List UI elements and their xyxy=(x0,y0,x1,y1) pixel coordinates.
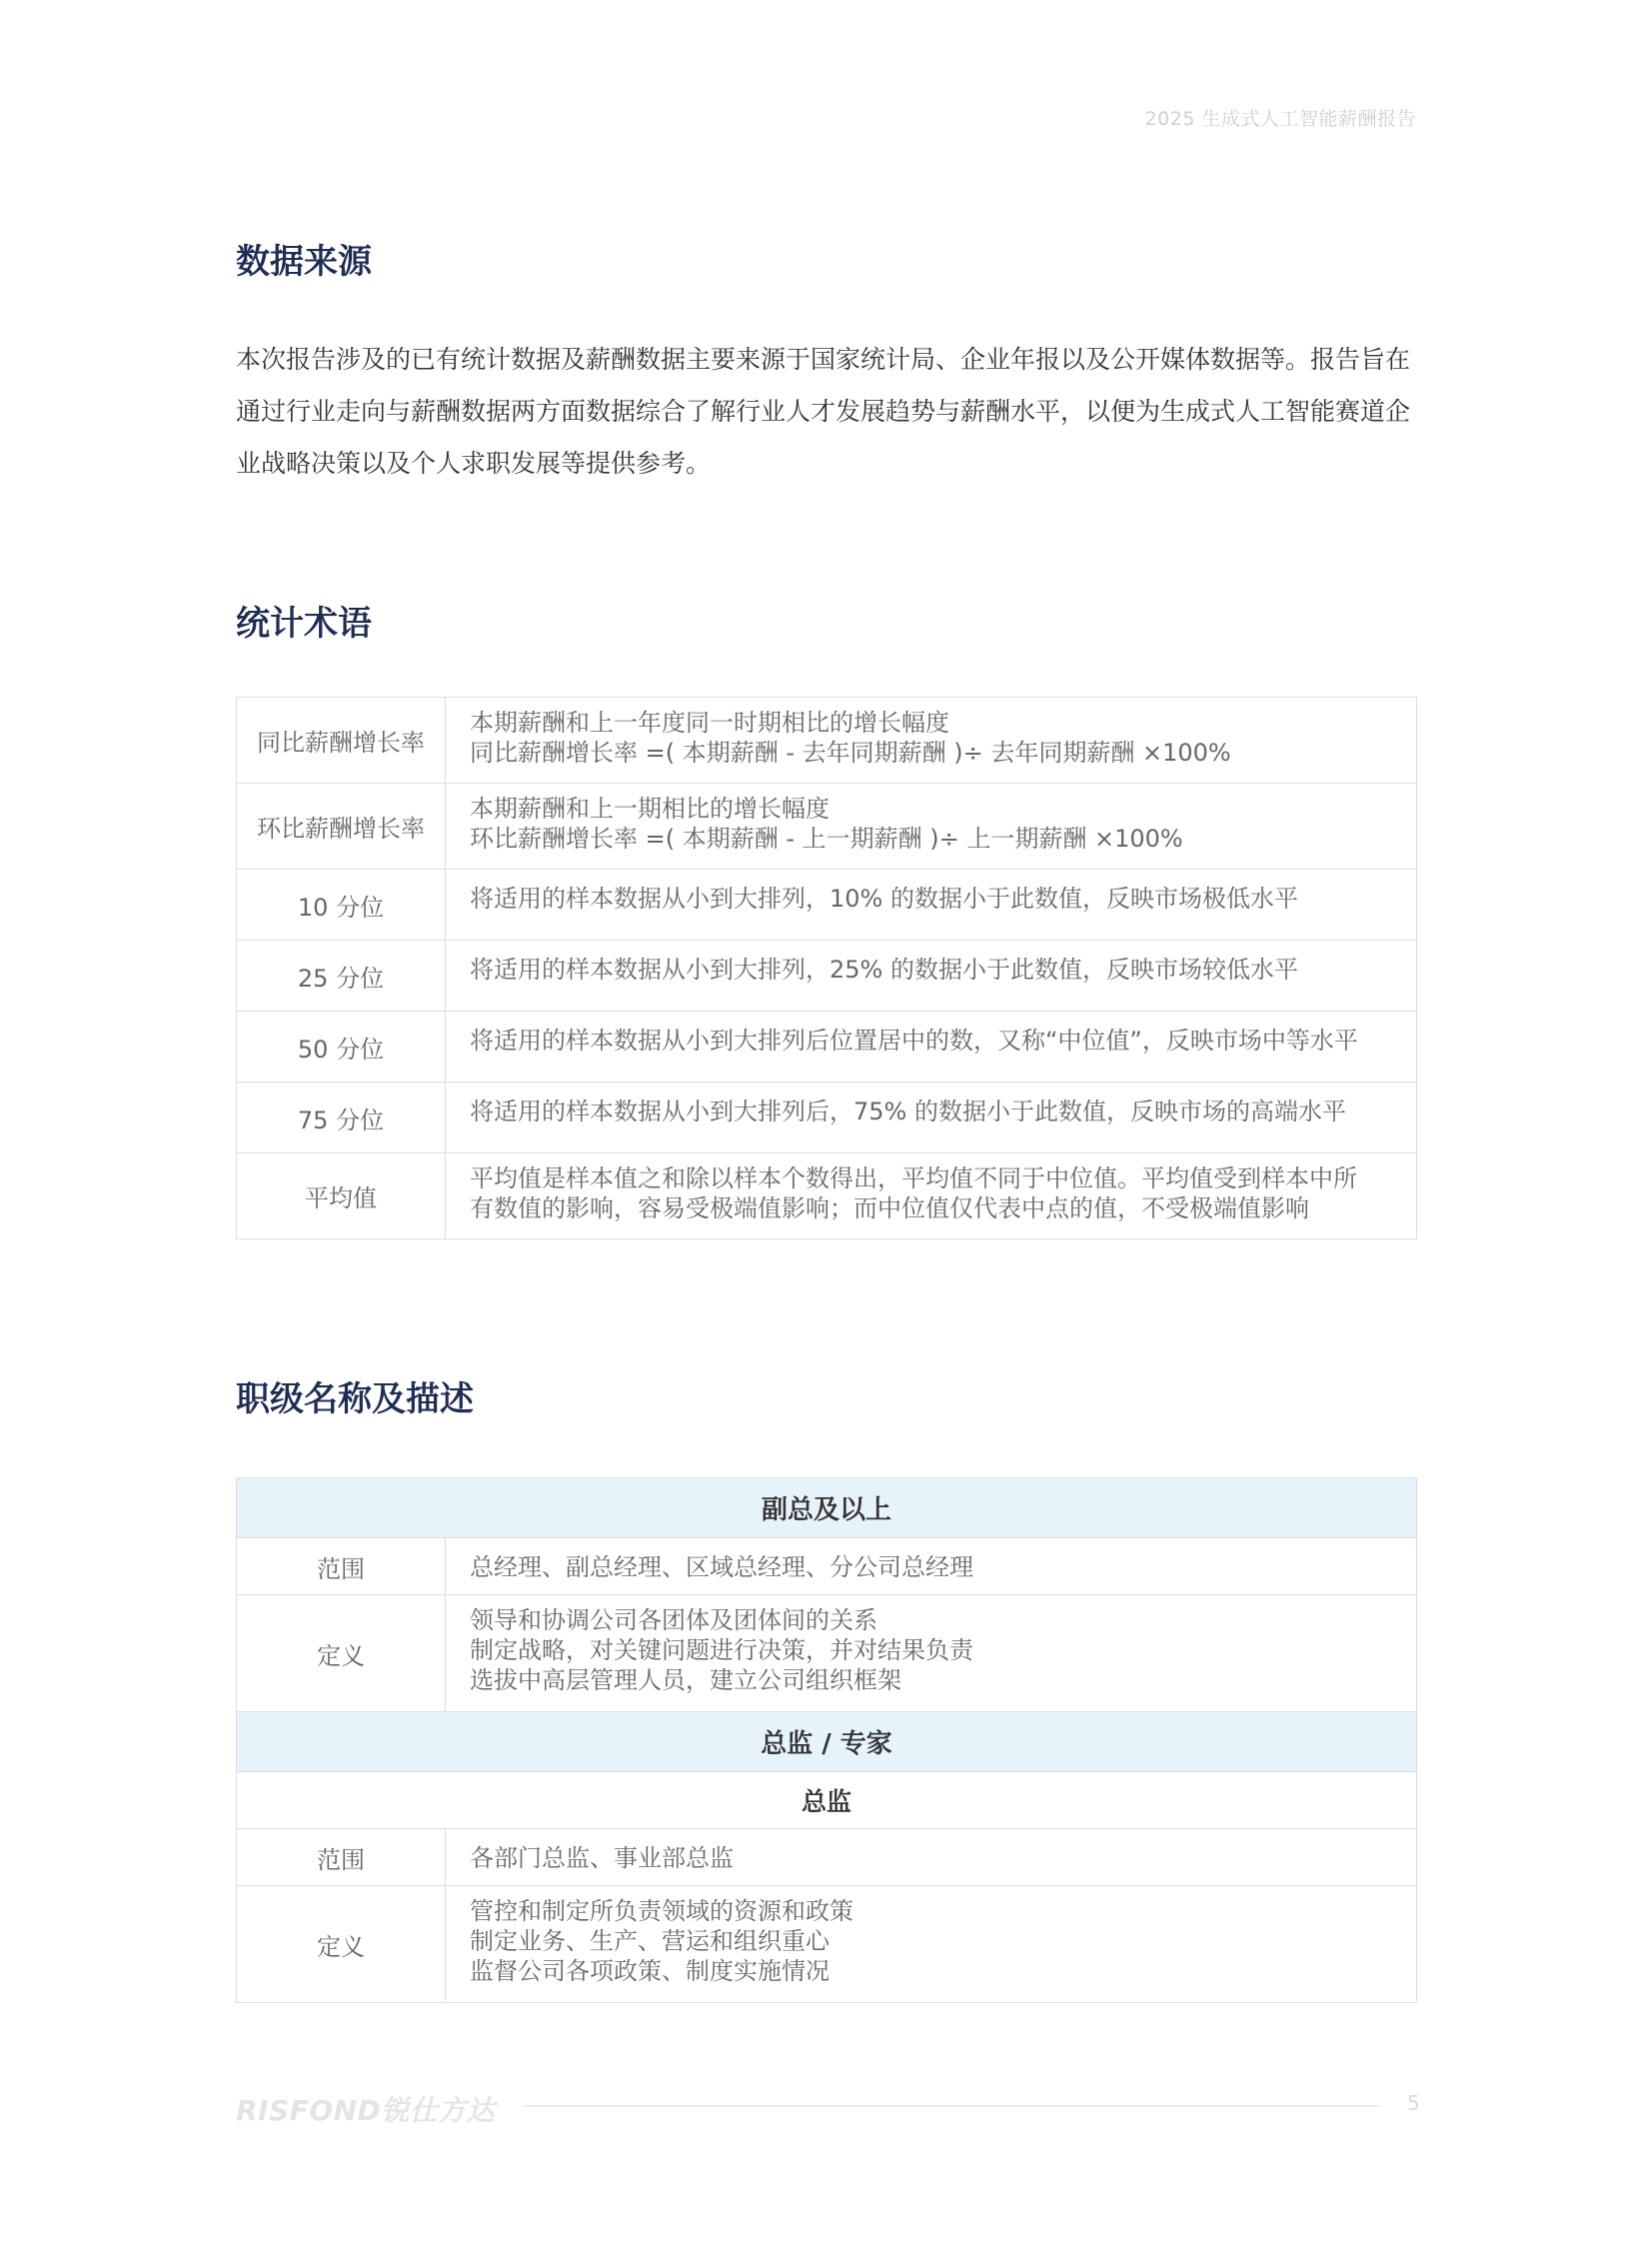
desc-line: 将适用的样本数据从小到大排列，10% 的数据小于此数值，反映市场极低水平 xyxy=(470,885,1298,913)
desc-line: 制定业务、生产、营运和组织重心 xyxy=(470,1927,829,1955)
desc-line: 制定战略，对关键问题进行决策，并对结果负责 xyxy=(470,1636,973,1664)
table-row xyxy=(237,1478,1417,1538)
desc-line: 管控和制定所负责领域的资源和政策 xyxy=(470,1897,853,1925)
desc-cell xyxy=(446,1012,1417,1083)
desc-cell: 各部门总监、事业部总监 xyxy=(446,1829,1417,1886)
desc-cell xyxy=(446,1153,1417,1239)
term-cell: 定义 xyxy=(237,1595,446,1712)
desc-cell xyxy=(446,1595,1417,1712)
desc-line: 本期薪酬和上一年度同一时期相比的增长幅度 xyxy=(470,709,949,737)
desc-line: 环比薪酬增长率 =( 本期薪酬 - 上一期薪酬 )÷ 上一期薪酬 ×100% xyxy=(470,825,1183,853)
table-row xyxy=(237,1886,1417,2003)
table-row xyxy=(237,1595,1417,1712)
table-row xyxy=(237,1712,1417,1772)
term-cell: 75 分位 xyxy=(237,1083,446,1153)
header-title: 2025 生成式人工智能薪酬报告 xyxy=(1144,108,1416,130)
term-cell: 10 分位 xyxy=(237,870,446,941)
desc-cell xyxy=(446,870,1417,941)
desc-line: 领导和协调公司各团体及团体间的关系 xyxy=(470,1606,877,1634)
term-cell: 环比薪酬增长率 xyxy=(237,784,446,870)
desc-line: 监督公司各项政策、制度实施情况 xyxy=(470,1957,829,1985)
table-row xyxy=(237,1772,1417,1829)
desc-line: 将适用的样本数据从小到大排列后位置居中的数，又称“中位值”，反映市场中等水平 xyxy=(470,1027,1358,1055)
page-number: 5 xyxy=(1407,2091,1420,2115)
desc-line: 本期薪酬和上一期相比的增长幅度 xyxy=(470,795,829,823)
table-row xyxy=(237,1083,1417,1153)
desc-line: 将适用的样本数据从小到大排列后，75% 的数据小于此数值，反映市场的高端水平 xyxy=(470,1098,1346,1125)
subgroup-header-director: 总监 xyxy=(237,1772,1417,1829)
table-row xyxy=(237,698,1417,784)
table-row xyxy=(237,941,1417,1012)
levels-table xyxy=(236,1477,1417,2003)
desc-cell xyxy=(446,941,1417,1012)
desc-line: 选拔中高层管理人员，建立公司组织框架 xyxy=(470,1666,901,1694)
section-title-data-source: 数据来源 xyxy=(236,242,372,282)
section-title-levels: 职级名称及描述 xyxy=(236,1379,474,1419)
desc-cell xyxy=(446,1886,1417,2003)
footer-logo: RISFOND锐仕方达 xyxy=(236,2094,496,2127)
section-title-stats-terms: 统计术语 xyxy=(236,604,372,644)
table-row xyxy=(237,1829,1417,1886)
table-row xyxy=(237,1538,1417,1595)
term-cell: 同比薪酬增长率 xyxy=(237,698,446,784)
term-cell: 25 分位 xyxy=(237,941,446,1012)
desc-cell xyxy=(446,784,1417,870)
group-header-vp: 副总及以上 xyxy=(237,1478,1417,1538)
term-cell: 范围 xyxy=(237,1538,446,1595)
term-cell: 定义 xyxy=(237,1886,446,2003)
table-row xyxy=(237,1012,1417,1083)
desc-cell xyxy=(446,698,1417,784)
desc-line: 有数值的影响，容易受极端值影响；而中位值仅代表中点的值，不受极端值影响 xyxy=(470,1194,1309,1222)
desc-cell: 总经理、副总经理、区域总经理、分公司总经理 xyxy=(446,1538,1417,1595)
term-cell: 平均值 xyxy=(237,1153,446,1239)
desc-cell xyxy=(446,1083,1417,1153)
table-row xyxy=(237,1153,1417,1239)
data-source-paragraph: 本次报告涉及的已有统计数据及薪酬数据主要来源于国家统计局、企业年报以及公开媒体数据等。报告旨在通过行业走向与薪酬数据两方面数据综合了解行业人才发展趋势与薪酬水平，以便为生成式人工智能赛道企业战略决策以及个人求职发展等提供参考。 xyxy=(236,345,1411,478)
term-cell: 50 分位 xyxy=(237,1012,446,1083)
desc-line: 同比薪酬增长率 =( 本期薪酬 - 去年同期薪酬 )÷ 去年同期薪酬 ×100% xyxy=(470,739,1231,767)
stats-terms-table xyxy=(236,697,1417,1239)
table-row xyxy=(237,784,1417,870)
group-header-director: 总监 / 专家 xyxy=(237,1712,1417,1772)
footer-divider xyxy=(524,2105,1379,2107)
desc-line: 将适用的样本数据从小到大排列，25% 的数据小于此数值，反映市场较低水平 xyxy=(470,956,1298,984)
term-cell: 范围 xyxy=(237,1829,446,1886)
desc-line: 平均值是样本值之和除以样本个数得出，平均值不同于中位值。平均值受到样本中所 xyxy=(470,1164,1357,1192)
table-row xyxy=(237,870,1417,941)
